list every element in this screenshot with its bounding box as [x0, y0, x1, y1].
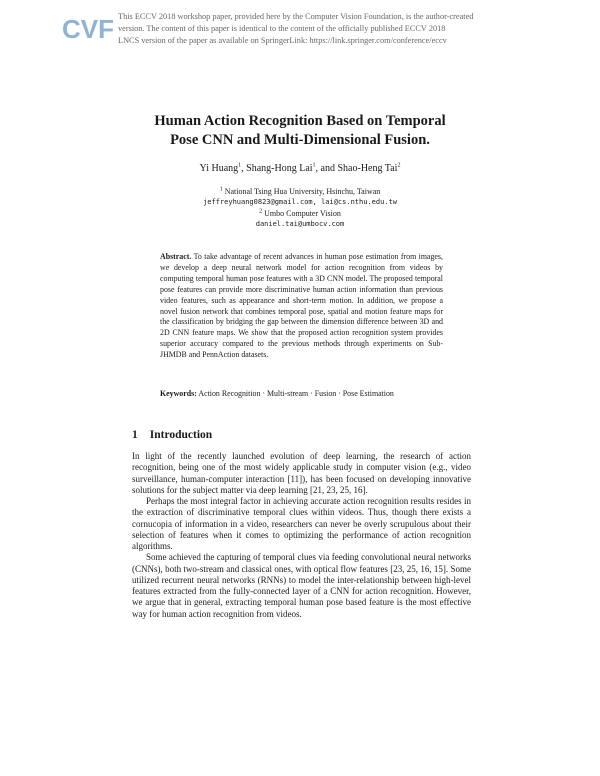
abstract-text: To take advantage of recent advances in human pose estimation from images, we develop a deep neural network model for action recognition from videos by computing temporal human pose features with a 3D CNN model. The proposed temporal pose features can provide more discriminative human action information than previous video features, such as appearance and short-term motion. In addition, we propose a novel fusion network that combines temporal pose, spatial and motion feature maps for the classification by bridging the gap between the dimension difference between 3D and 2D CNN feature maps. We show that the proposed action recognition system provides superior accuracy compared to the previous methods through experiments on Sub-JHMDB and PennAction datasets. — [160, 252, 443, 360]
author-affil-mark: 1 — [312, 162, 316, 169]
affiliation-2 — [100, 208, 500, 219]
notice-line: LNCS version of the paper as available on SpringerLink: https://link.springer.com/conference/eccv — [118, 36, 447, 45]
email-line: jeffreyhuang0823@gmail.com, lai@cs.nthu.edu.tw — [203, 198, 397, 206]
paragraph: In light of the recently launched evolution of deep learning, the research of action recognition, being one of the most widely applicable study in computer vision (e.g., video surveillance, human-computer interaction [11]), has been focused on developing innovative solutions for the subject matter via deep learning [21, 23, 25, 16]. — [132, 451, 471, 495]
institution: Umbo Computer Vision — [264, 209, 341, 218]
author-name: Yi Huang — [199, 163, 239, 174]
keywords — [160, 389, 443, 400]
workshop-notice — [118, 11, 530, 47]
section-heading — [132, 429, 212, 441]
paper-title — [100, 112, 500, 150]
institution: National Tsing Hua University, Hsinchu, Taiwan — [224, 187, 381, 196]
cvf-logo-text: CVF — [62, 14, 114, 44]
abstract-label: Abstract. — [160, 252, 192, 261]
section-body — [132, 451, 471, 620]
author-name: Shang-Hong Lai — [246, 163, 313, 174]
affiliations — [100, 186, 500, 230]
paragraph: Some achieved the capturing of temporal clues via feeding convolutional neural networks (CNNs), both two-stream and classical ones, with optical flow features [23, 25, 16, 15]. Some utilized recurrent neural networks (RNNs) to model the inter-relationship between high-level features extracted from the fully-connected layer of a CNN for action recognition. However, we argue that in general, extracting temporal human pose based feature is the most effective way for human action recognition from videos. — [132, 552, 471, 619]
affiliation-1 — [100, 186, 500, 197]
affil-mark: 1 — [219, 186, 223, 193]
keywords-label: Keywords: — [160, 389, 197, 398]
affil-mark: 2 — [259, 208, 263, 215]
email-line: daniel.tai@umbocv.com — [255, 220, 345, 228]
author-name: Shao-Heng Tai — [337, 163, 398, 174]
author-list — [100, 163, 500, 174]
author-affil-mark: 1 — [238, 162, 242, 169]
notice-line: version. The content of this paper is identical to the content of the officially published ECCV 2018 — [118, 24, 446, 33]
cvf-logo — [62, 14, 114, 44]
abstract — [160, 252, 443, 361]
title-line: Human Action Recognition Based on Temporal — [154, 113, 446, 129]
author-separator: , and — [315, 163, 338, 174]
title-line: Pose CNN and Multi-Dimensional Fusion. — [170, 132, 430, 148]
keywords-text: Action Recognition · Multi-stream · Fusion · Pose Estimation — [198, 389, 394, 398]
section-title: Introduction — [149, 429, 213, 441]
paragraph: Perhaps the most integral factor in achieving accurate action recognition results resides in the extraction of discriminative temporal clues within videos. Thus, though there exists a cornucopia of information in a video, researchers can never be overly scrupulous about their selection of features when it comes to optimizing the performance of action recognition algorithms. — [132, 496, 471, 551]
author-separator: , — [241, 163, 247, 174]
author-affil-mark: 2 — [397, 162, 401, 169]
notice-line: This ECCV 2018 workshop paper, provided here by the Computer Vision Foundation, is the author-created — [118, 12, 474, 21]
section-number: 1 — [132, 429, 138, 441]
